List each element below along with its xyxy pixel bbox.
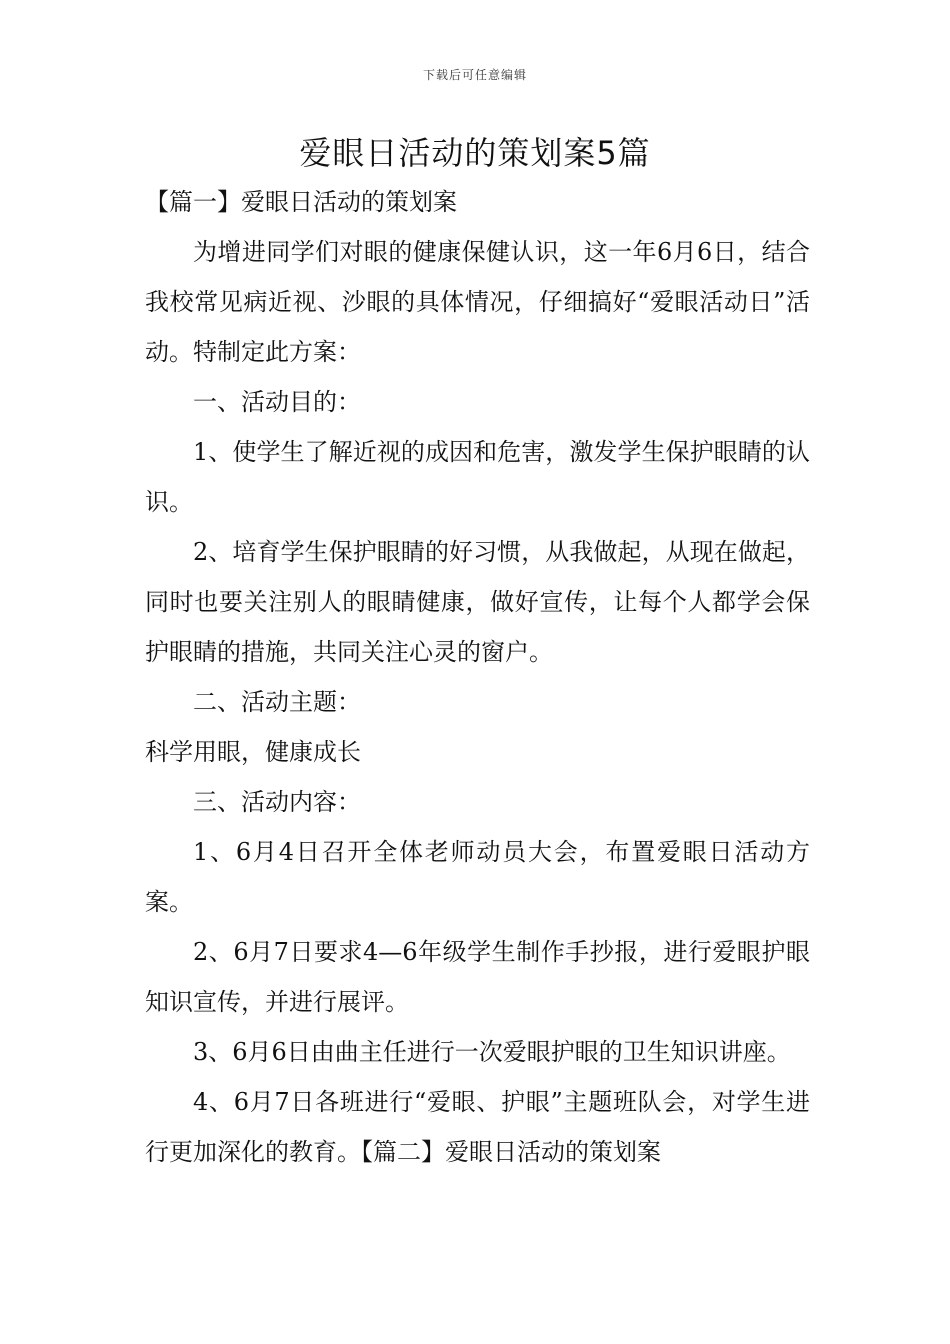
heading-theme: 二、活动主题： bbox=[193, 688, 361, 716]
section-heading-2: 【篇二】爱眼日活动的策划案 bbox=[361, 1138, 661, 1166]
paragraph-content-4 bbox=[145, 1077, 810, 1177]
paragraph-content-4-text: 4、6月7日各班进行“爱眼、护眼”主题班队会，对学生进行更加深化的教育。 bbox=[145, 1088, 810, 1166]
heading-goal: 一、活动目的： bbox=[193, 388, 361, 416]
document-title: 爱眼日活动的策划案5篇 bbox=[299, 134, 651, 172]
paragraph-theme: 科学用眼，健康成长 bbox=[145, 738, 361, 766]
paragraph-content-2: 2、6月7日要求4—6年级学生制作手抄报，进行爱眼护眼知识宣传，并进行展评。 bbox=[145, 938, 810, 1016]
heading-content: 三、活动内容： bbox=[193, 788, 361, 816]
paragraph-intro: 为增进同学们对眼的健康保健认识，这一年6月6日，结合我校常见病近视、沙眼的具体情况，仔细搞好“爱眼活动日”活动。特制定此方案： bbox=[145, 238, 810, 366]
paragraph-content-3: 3、6月6日由曲主任进行一次爱眼护眼的卫生知识讲座。 bbox=[193, 1038, 791, 1066]
paragraph-content-1: 1、6月4日召开全体老师动员大会，布置爱眼日活动方案。 bbox=[145, 838, 810, 916]
paragraph-goal-2: 2、培育学生保护眼睛的好习惯，从我做起，从现在做起，同时也要关注别人的眼睛健康，做好宣传，让每个人都学会保护眼睛的措施，共同关注心灵的窗户。 bbox=[145, 538, 810, 666]
paragraph-goal-1: 1、使学生了解近视的成因和危害，激发学生保护眼睛的认识。 bbox=[145, 438, 810, 516]
header-note: 下载后可任意编辑 bbox=[422, 68, 527, 82]
document-body bbox=[145, 177, 810, 1177]
section-heading-1: 【篇一】爱眼日活动的策划案 bbox=[145, 188, 457, 216]
